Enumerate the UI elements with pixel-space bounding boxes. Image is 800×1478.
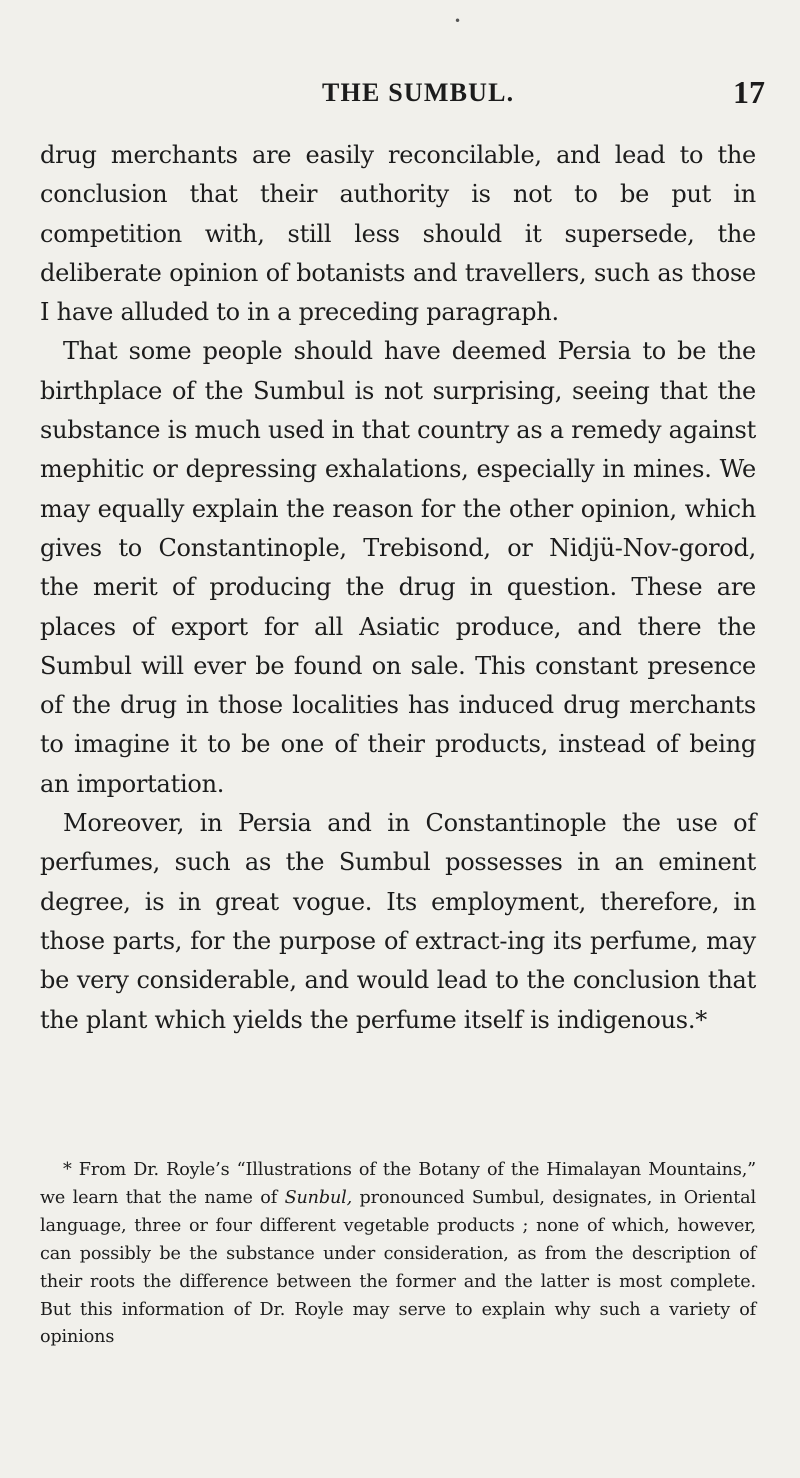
- footnote-text-start: * From Dr. Royle’s “Illustrations of the Botany of the Himalayan Mountains,” we learn that the name of: [40, 1160, 756, 1208]
- footnote-italic-term: Sunbul,: [284, 1187, 353, 1208]
- footnote-text: [40, 1157, 756, 1352]
- page-number: 17: [733, 74, 765, 110]
- running-head: THE SUMBUL.: [322, 78, 515, 107]
- paragraph-3: Moreover, in Persia and in Constantinople the use of perfumes, such as the Sumbul possesses in an eminent degree, is in great vogue. Its employment, therefore, in those parts, for the purpose of extract-ing its perfume, may be very considerable, and would lead to the conclusion that the plant which yields the perfume itself is indigenous.*: [40, 809, 756, 1034]
- footnote: [40, 1157, 756, 1352]
- paragraph-1: drug merchants are easily reconcilable, and lead to the conclusion that their authority is not to be put in competition with, still less should it supersede, the deliberate opinion of botanists and travellers, such as those I have alluded to in a preceding paragraph.: [40, 141, 756, 327]
- page-header: [60, 76, 765, 116]
- printer-mark: •: [454, 14, 462, 28]
- body-text: [40, 136, 756, 1040]
- footnote-text-end: pronounced Sumbul, designates, in Oriental language, three or four different vegetable products ; none of which, however, can possibly be the substance under consideration, as from the description of their roots the difference between the former and the latter is most complete. But this information of Dr. Royle may serve to explain why such a variety of opinions: [40, 1187, 756, 1348]
- paragraph-2: That some people should have deemed Persia to be the birthplace of the Sumbul is not surprising, seeing that the substance is much used in that country as a remedy against mephitic or depressing exhalations, especially in mines. We may equally explain the reason for the other opinion, which gives to Constantinople, Trebisond, or Nidjü-Nov-gorod, the merit of producing the drug in question. These are places of export for all Asiatic produce, and there the Sumbul will ever be found on sale. This constant presence of the drug in those localities has induced drug merchants to imagine it to be one of their products, instead of being an importation.: [40, 337, 756, 798]
